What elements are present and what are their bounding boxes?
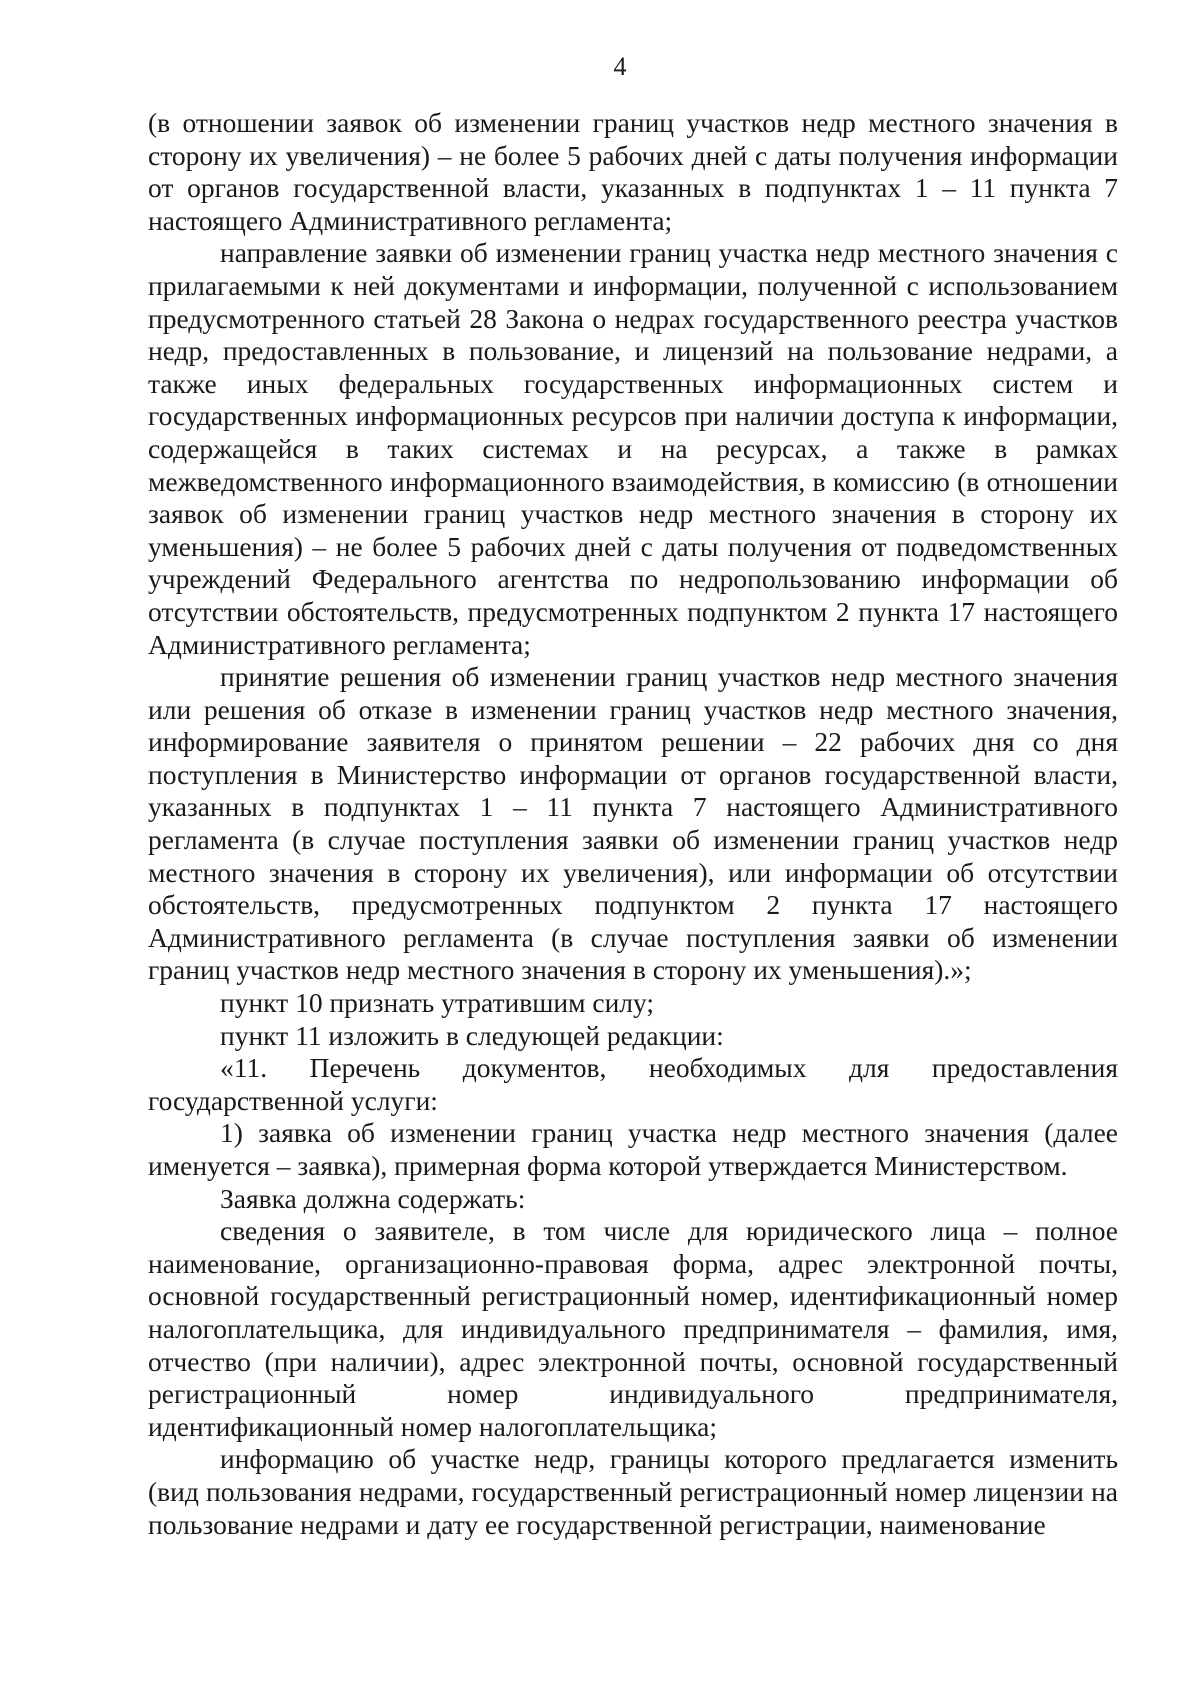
document-body [148,107,1118,1541]
page-number: 4 [613,52,627,81]
paragraph: пункт 11 изложить в следующей редакции: [220,1019,724,1051]
paragraph: пункт 10 признать утратившим силу; [220,987,655,1019]
paragraph: сведения о заявителе, в том числе для юридического лица – полное наименование, организационно-правовая форма, адрес электронной почты, основной государственный регистрационный номер, идентификационный номер налогоплательщика, для индивидуального предпринимателя – фамилия, имя, отчество (при наличии), адрес электронной почты, основной государственный регистрационный номер индивидуального предпринимателя, идентификационный номер налогоплательщика; [148,1215,1118,1442]
paragraph: информацию об участке недр, границы которого предлагается изменить (вид пользования недрами, государственный регистрационный номер лицензии на пользование недрами и дату ее государственной регистрации, наименование [148,1443,1118,1540]
paragraph: (в отношении заявок об изменении границ участков недр местного значения в сторону их увеличения) – не более 5 рабочих дней с даты получения информации от органов государственной власти, указанных в подпунктах 1 – 11 пункта 7 настоящего Административного регламента; [148,107,1118,236]
paragraph: принятие решения об изменении границ участков недр местного значения или решения об отказе в изменении границ участков недр местного значения, информирование заявителя о принятом решении – 22 рабочих дня со дня поступления в Министерство информации от органов государственной власти, указанных в подпунктах 1 – 11 пункта 7 настоящего Административного регламента (в случае поступления заявки об изменении границ участков недр местного значения в сторону их увеличения), или информации об отсутствии обстоятельств, предусмотренных подпунктом 2 пункта 17 настоящего Административного регламента (в случае поступления заявки об изменении границ участков недр местного значения в сторону их уменьшения).»; [148,661,1118,986]
paragraph: «11. Перечень документов, необходимых для предоставления государственной услуги: [148,1052,1118,1116]
paragraph: 1) заявка об изменении границ участка недр местного значения (далее именуется – заявка), примерная форма которой утверждается Министерством. [148,1117,1118,1181]
paragraph: направление заявки об изменении границ участка недр местного значения с прилагаемыми к ней документами и информации, полученной с использованием предусмотренного статьей 28 Закона о недрах государственного реестра участков недр, предоставленных в пользование, и лицензий на пользование недрами, а также иных федеральных государственных информационных систем и государственных информационных ресурсов при наличии доступа к информации, содержащейся в таких системах и на ресурсах, а также в рамках межведомственного информационного взаимодействия, в комиссию (в отношении заявок об изменении границ участков недр местного значения в сторону их уменьшения) – не более 5 рабочих дней с даты получения от подведомственных учреждений Федерального агентства по недропользованию информации об отсутствии обстоятельств, предусмотренных подпунктом 2 пункта 17 настоящего Административного регламента; [148,237,1118,660]
paragraph: Заявка должна содержать: [220,1182,526,1214]
